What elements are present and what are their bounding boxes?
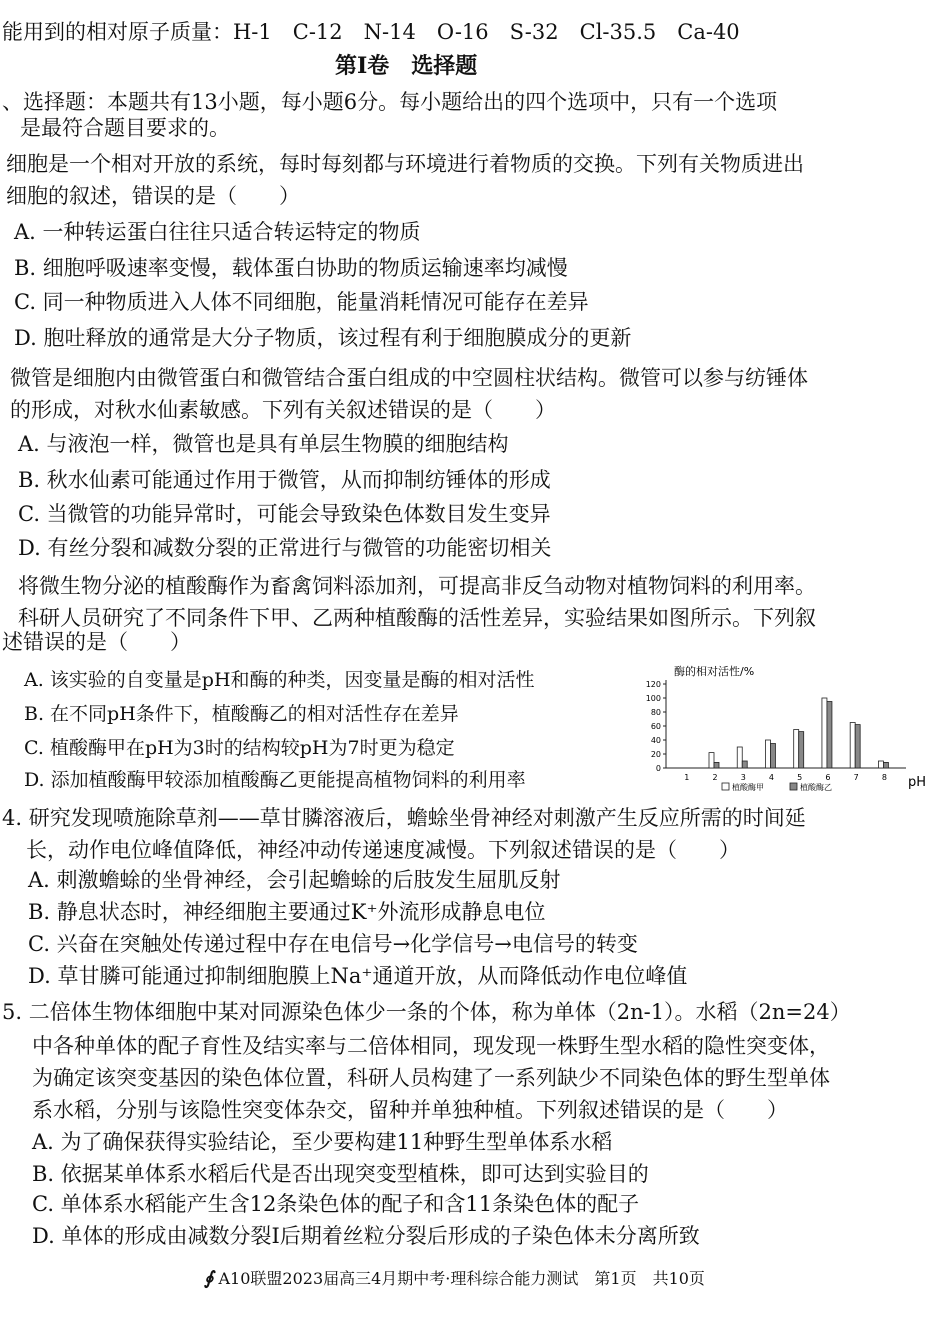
x-tick-label: 2 [712, 773, 718, 782]
q2-option-a: A. 与液泡一样，微管也是具有单层生物膜的细胞结构 [18, 432, 509, 456]
q5-option-a: A. 为了确保获得实验结论，至少要构建11种野生型单体系水稻 [32, 1130, 613, 1154]
x-tick-label: 1 [684, 773, 690, 782]
bar-series-1 [822, 698, 827, 768]
bar-series-1 [737, 747, 742, 768]
q5-option-c: C. 单体系水稻能产生含12条染色体的配子和含11条染色体的配子 [32, 1192, 640, 1216]
legend-swatch-1 [722, 783, 729, 790]
legend-label-1: 植酸酶甲 [732, 783, 764, 792]
x-tick-label: 5 [797, 773, 803, 782]
bar-series-2 [714, 762, 719, 768]
footer-logo-icon: ∮ [204, 1268, 214, 1289]
chart-title: 酶的相对活性/% [674, 665, 755, 678]
footer-text: A10联盟2023届高三4月期中考·理科综合能力测试 第1页 共10页 [218, 1269, 705, 1288]
bar-series-2 [742, 761, 747, 768]
q4-option-d: D. 草甘膦可能通过抑制细胞膜上Na⁺通道开放，从而降低动作电位峰值 [28, 964, 688, 988]
y-tick-label: 60 [650, 722, 661, 731]
bar-series-1 [850, 723, 855, 769]
q3-stem-2: 科研人员研究了不同条件下甲、乙两种植酸酶的活性差异，实验结果如图所示。下列叙 [18, 606, 816, 630]
section-title: 第Ⅰ卷 选择题 [335, 53, 478, 79]
instructions-line-1: 、选择题：本题共有13小题，每小题6分。每小题给出的四个选项中，只有一个选项 [2, 90, 778, 114]
q2-option-c: C. 当微管的功能异常时，可能会导致染色体数目发生变异 [18, 502, 551, 526]
q5-stem-1: 5. 二倍体生物体细胞中某对同源染色体少一条的个体，称为单体（2n-1）。水稻（2n=24） [2, 1000, 851, 1024]
q1-option-c: C. 同一种物质进入人体不同细胞，能量消耗情况可能存在差异 [14, 290, 589, 314]
y-tick-label: 100 [645, 694, 661, 703]
bar-series-2 [883, 762, 888, 768]
x-tick-label: 6 [825, 773, 831, 782]
x-tick-label: 4 [768, 773, 775, 782]
q5-stem-4: 系水稻，分别与该隐性突变体杂交，留种并单独种植。下列叙述错误的是（ ） [32, 1098, 788, 1122]
legend-swatch-2 [790, 783, 797, 790]
q4-stem-2: 长，动作电位峰值降低，神经冲动传递速度减慢。下列叙述错误的是（ ） [26, 838, 740, 862]
bar-series-1 [878, 761, 883, 768]
bar-series-1 [794, 730, 799, 769]
y-tick-label: 40 [650, 736, 661, 745]
instructions-line-2: 是最符合题目要求的。 [20, 116, 230, 140]
q4-option-c: C. 兴奋在突触处传递过程中存在电信号→化学信号→电信号的转变 [28, 932, 638, 956]
q5-stem-3: 为确定该突变基因的染色体位置，科研人员构建了一系列缺少不同染色体的野生型单体 [32, 1066, 830, 1090]
q5-stem-2: 中各种单体的配子育性及结实率与二倍体相同，现发现一株野生型水稻的隐性突变体， [32, 1034, 830, 1058]
q1-option-a: A. 一种转运蛋白往往只适合转运特定的物质 [14, 220, 421, 244]
y-tick-label: 0 [655, 764, 661, 773]
enzyme-activity-chart [640, 662, 930, 802]
q3-option-b: B. 在不同pH条件下，植酸酶乙的相对活性存在差异 [24, 703, 459, 725]
q3-option-d: D. 添加植酸酶甲较添加植酸酶乙更能提高植物饲料的利用率 [24, 769, 526, 791]
x-tick-label: 7 [853, 773, 859, 782]
page-footer [204, 1265, 705, 1293]
x-tick-label: 3 [740, 773, 746, 782]
q2-stem-2: 的形成，对秋水仙素敏感。下列有关叙述错误的是（ ） [10, 398, 556, 422]
q1-option-d: D. 胞吐释放的通常是大分子物质，该过程有利于细胞膜成分的更新 [14, 326, 632, 350]
q3-stem-1: 将微生物分泌的植酸酶作为畜禽饲料添加剂，可提高非反刍动物对植物饲料的利用率。 [18, 574, 816, 598]
q4-option-a: A. 刺激蟾蜍的坐骨神经，会引起蟾蜍的后肢发生屈肌反射 [28, 868, 561, 892]
bar-series-2 [855, 725, 860, 768]
x-tick-label: 8 [881, 773, 887, 782]
q4-option-b: B. 静息状态时，神经细胞主要通过K⁺外流形成静息电位 [28, 900, 546, 924]
q3-option-c: C. 植酸酶甲在pH为3时的结构较pH为7时更为稳定 [24, 737, 455, 759]
chart-svg [640, 662, 930, 802]
q1-stem-2: 细胞的叙述，错误的是（ ） [6, 184, 300, 208]
bar-series-2 [770, 744, 775, 769]
q5-option-d: D. 单体的形成由减数分裂Ⅰ后期着丝粒分裂后形成的子染色体未分离所致 [32, 1224, 700, 1248]
q3-option-a: A. 该实验的自变量是pH和酶的种类，因变量是酶的相对活性 [24, 669, 535, 691]
y-tick-label: 120 [645, 680, 661, 689]
bar-series-2 [799, 732, 804, 768]
q2-stem-1: 微管是细胞内由微管蛋白和微管结合蛋白组成的中空圆柱状结构。微管可以参与纺锤体 [10, 366, 808, 390]
legend-label-2: 植酸酶乙 [800, 783, 832, 792]
y-tick-label: 80 [650, 708, 661, 717]
q2-option-b: B. 秋水仙素可能通过作用于微管，从而抑制纺锤体的形成 [18, 468, 551, 492]
atomic-mass-line: 能用到的相对原子质量：H-1 C-12 N-14 O-16 S-32 Cl-35.5 Ca-40 [2, 20, 740, 44]
q4-stem-1: 4. 研究发现喷施除草剂——草甘膦溶液后，蟾蜍坐骨神经对刺激产生反应所需的时间延 [2, 806, 806, 830]
q2-option-d: D. 有丝分裂和减数分裂的正常进行与微管的功能密切相关 [18, 536, 552, 560]
q1-option-b: B. 细胞呼吸速率变慢，载体蛋白协助的物质运输速率均减慢 [14, 256, 568, 280]
bar-series-1 [709, 753, 714, 768]
bar-series-2 [827, 702, 832, 769]
bar-series-1 [765, 740, 770, 768]
q3-stem-3: 述错误的是（ ） [2, 630, 191, 654]
q1-stem-1: 细胞是一个相对开放的系统，每时每刻都与环境进行着物质的交换。下列有关物质进出 [6, 152, 804, 176]
q5-option-b: B. 依据某单体系水稻后代是否出现突变型植株，即可达到实验目的 [32, 1162, 649, 1186]
x-axis-label: pH [908, 775, 927, 790]
y-tick-label: 20 [650, 750, 661, 759]
